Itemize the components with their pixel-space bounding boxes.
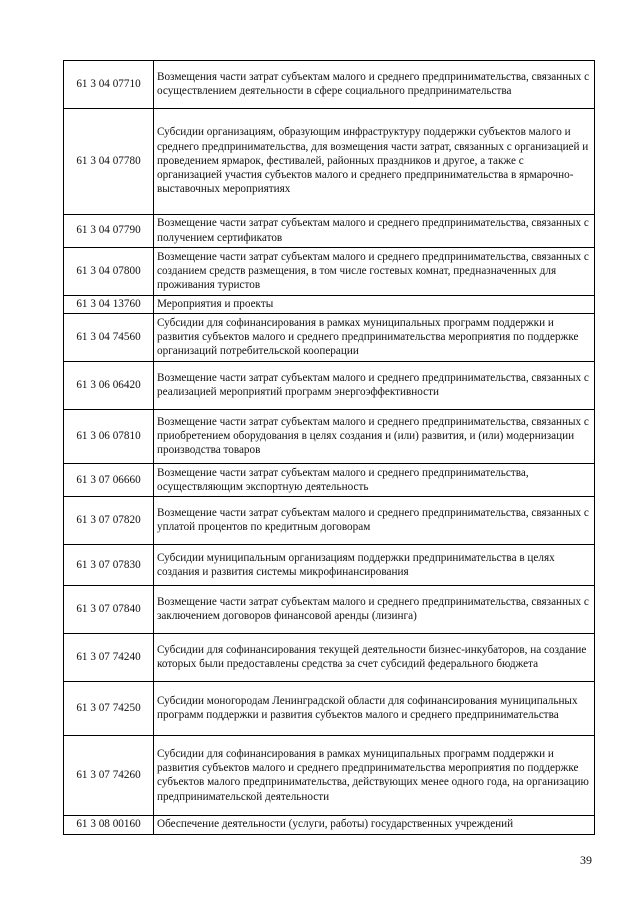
budget-code-cell: 61 3 07 06660 (64, 464, 154, 497)
table-row (64, 464, 595, 497)
budget-code-cell: 61 3 08 00160 (64, 816, 154, 834)
table-row (64, 682, 595, 736)
table-row (64, 545, 595, 586)
description-cell: Субсидии моногородам Ленинградской области для софинансирования муниципальных программ поддержки и развития субъектов малого и среднего предпринимательства (154, 682, 595, 736)
budget-code-cell: 61 3 06 06420 (64, 362, 154, 410)
table-row (64, 497, 595, 545)
table-row (64, 314, 595, 362)
page-number: 39 (580, 853, 592, 867)
budget-code-cell: 61 3 07 07820 (64, 497, 154, 545)
budget-code-cell: 61 3 04 13760 (64, 296, 154, 314)
description-cell: Мероприятия и проекты (154, 296, 595, 314)
table-row (64, 215, 595, 248)
description-cell: Субсидии организациям, образующим инфраструктуру поддержки субъектов малого и среднего предпринимательства, для возмещения части затрат, связанных с организацией и проведением ярмарок, фестивалей, районных праздников и другое, а также с организацией участия субъектов малого и среднего предпринимательства в ярмарочно-выставочных мероприятиях (154, 109, 595, 215)
table-row (64, 248, 595, 296)
description-cell: Возмещение части затрат субъектам малого и среднего предпринимательства, связанных с уплатой процентов по кредитным договорам (154, 497, 595, 545)
budget-code-cell: 61 3 07 74250 (64, 682, 154, 736)
description-cell: Субсидии для софинансирования в рамках муниципальных программ поддержки и развития субъектов малого и среднего предпринимательства мероприятия по поддержке организаций потребительской кооперации (154, 314, 595, 362)
budget-code-cell: 61 3 04 07790 (64, 215, 154, 248)
budget-code-cell: 61 3 07 74240 (64, 634, 154, 682)
budget-code-cell: 61 3 07 07830 (64, 545, 154, 586)
description-cell: Возмещения части затрат субъектам малого и среднего предпринимательства, связанных с осуществлением деятельности в сфере социального предпринимательства (154, 61, 595, 109)
table-row (64, 61, 595, 109)
table-row (64, 296, 595, 314)
description-cell: Субсидии для софинансирования текущей деятельности бизнес-инкубаторов, на создание которых были предоставлены средства за счет субсидий федерального бюджета (154, 634, 595, 682)
budget-code-cell: 61 3 04 74560 (64, 314, 154, 362)
table-row (64, 586, 595, 634)
table-row (64, 736, 595, 816)
description-cell: Субсидии для софинансирования в рамках муниципальных программ поддержки и развития субъектов малого и среднего предпринимательства мероприятия по поддержке субъектов малого предпринимательства, действующих менее одного года, на организацию предпринимательской деятельности (154, 736, 595, 816)
description-cell: Возмещение части затрат субъектам малого и среднего предпринимательства, связанных с получением сертификатов (154, 215, 595, 248)
budget-code-cell: 61 3 07 07840 (64, 586, 154, 634)
budget-code-cell: 61 3 04 07800 (64, 248, 154, 296)
description-cell: Возмещение части затрат субъектам малого и среднего предпринимательства, связанных с заключением договоров финансовой аренды (лизинга) (154, 586, 595, 634)
budget-code-cell: 61 3 04 07780 (64, 109, 154, 215)
table-row (64, 362, 595, 410)
budget-code-table (63, 60, 595, 835)
budget-code-cell: 61 3 04 07710 (64, 61, 154, 109)
budget-code-cell: 61 3 06 07810 (64, 410, 154, 464)
description-cell: Обеспечение деятельности (услуги, работы) государственных учреждений (154, 816, 595, 834)
table-row (64, 410, 595, 464)
table-row (64, 109, 595, 215)
description-cell: Субсидии муниципальным организациям поддержки предпринимательства в целях создания и развития системы микрофинансирования (154, 545, 595, 586)
budget-code-cell: 61 3 07 74260 (64, 736, 154, 816)
table-row (64, 634, 595, 682)
description-cell: Возмещение части затрат субъектам малого и среднего предпринимательства, связанных с приобретением оборудования в целях создания и (или) развития, и (или) модернизации производства товаров (154, 410, 595, 464)
table-row (64, 816, 595, 834)
description-cell: Возмещение части затрат субъектам малого и среднего предпринимательства, связанных с реализацией мероприятий программ энергоэффективности (154, 362, 595, 410)
description-cell: Возмещение части затрат субъектам малого и среднего предпринимательства, осуществляющим экспортную деятельность (154, 464, 595, 497)
description-cell: Возмещение части затрат субъектам малого и среднего предпринимательства, связанных с созданием средств размещения, в том числе гостевых комнат, предназначенных для проживания туристов (154, 248, 595, 296)
